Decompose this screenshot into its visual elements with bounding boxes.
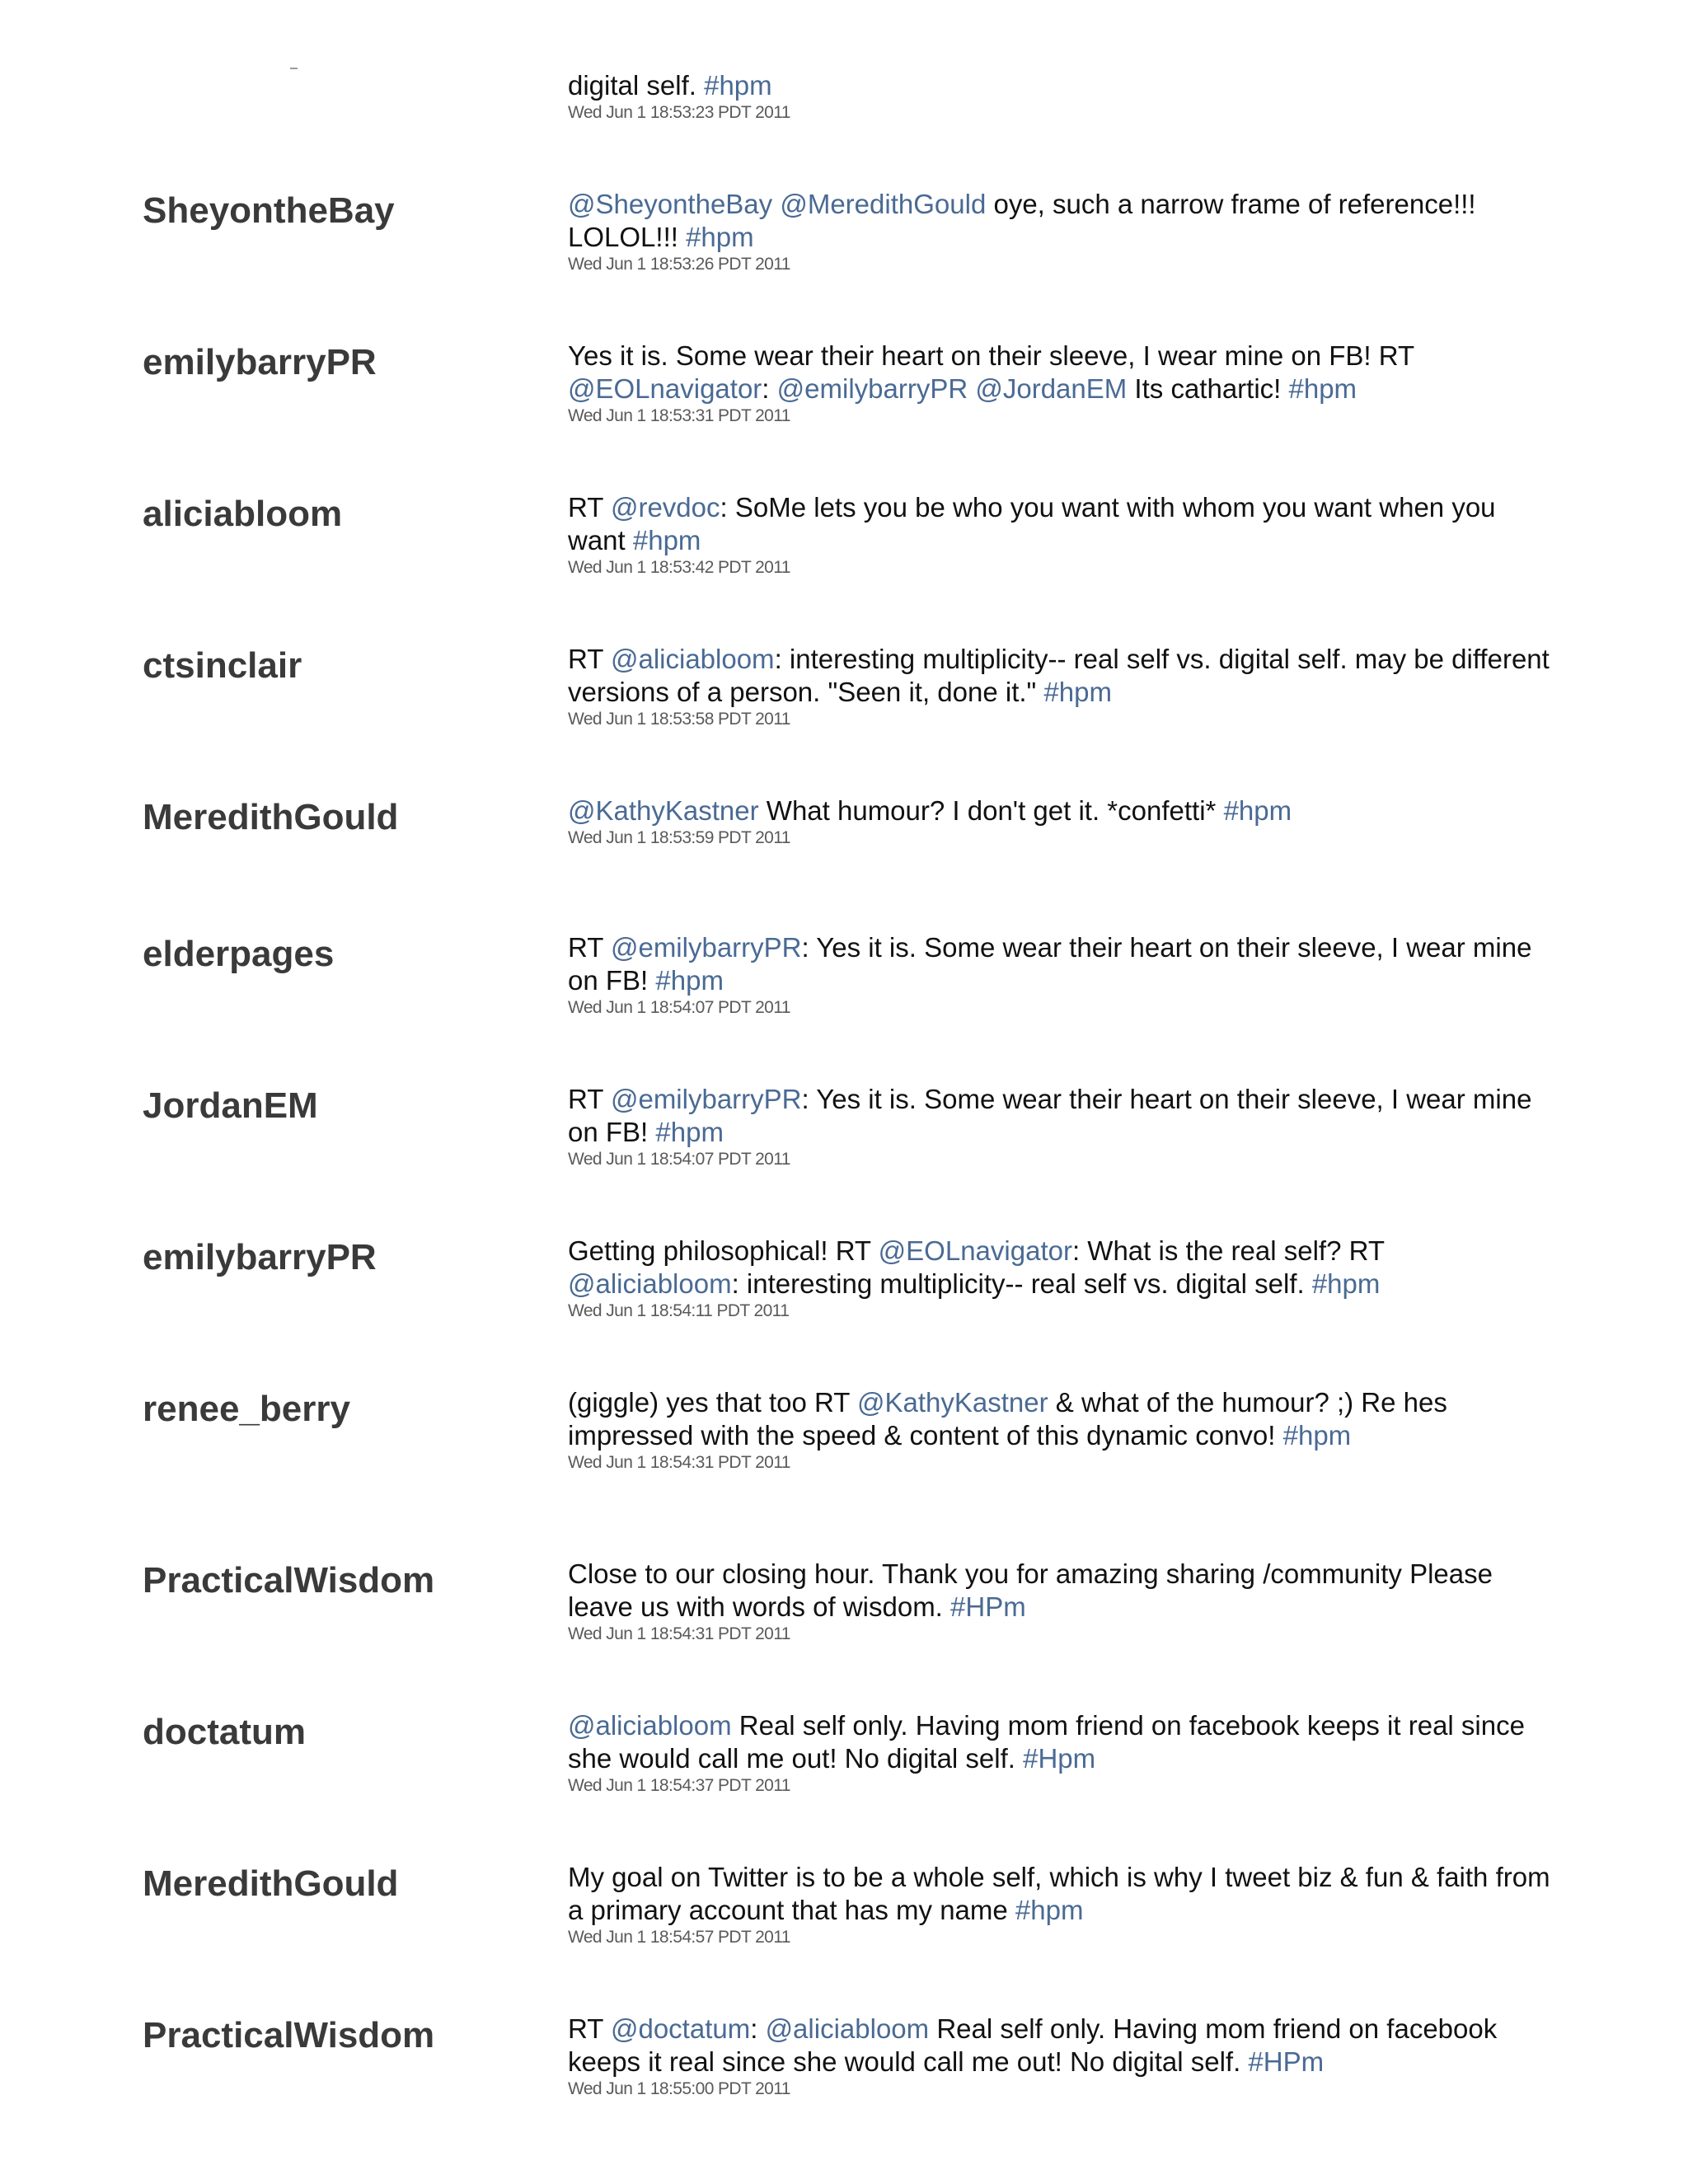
tweet-text-segment: : Yes it is. Some wear their heart on their sleeve, I wear mine on FB! [568,932,1532,996]
tweet-timestamp: Wed Jun 1 18:53:59 PDT 2011 [568,828,790,847]
mention-link[interactable]: @doctatum [610,2013,751,2044]
tweet-text-segment: Close to our closing hour. Thank you for amazing sharing /community Please leave us with words of wisdom. [568,1558,1493,1622]
tweet-body [568,643,1557,730]
tweet-timestamp: Wed Jun 1 18:54:07 PDT 2011 [568,998,790,1017]
tweet-text [568,643,1557,709]
mention-link[interactable]: @KathyKastner [856,1387,1048,1418]
mention-link[interactable]: @emilybarryPR [776,373,968,404]
tweet-text-segment: : SoMe lets you be who you want with whom you want when you want [568,492,1496,555]
tweet-username[interactable]: SheyontheBay [143,190,395,231]
tweet-timestamp: Wed Jun 1 18:55:00 PDT 2011 [568,2079,790,2098]
hashtag-link[interactable]: #hpm [1282,1420,1352,1451]
mention-link[interactable]: @KathyKastner [568,795,759,826]
hashtag-link[interactable]: #HPm [1248,2046,1325,2077]
tweet-text-segment: digital self. [568,70,705,101]
hashtag-link[interactable]: #hpm [1043,677,1112,707]
mention-link[interactable]: @emilybarryPR [610,932,802,963]
mention-link[interactable]: @revdoc [610,492,720,523]
tweet-text-segment: My goal on Twitter is to be a whole self, which is why I tweet biz & fun & faith from a primary account that has my name [568,1862,1550,1925]
tweet-username[interactable]: MeredithGould [143,797,399,837]
tweet-username[interactable]: JordanEM [143,1085,318,1126]
tweet-timestamp: Wed Jun 1 18:54:11 PDT 2011 [568,1301,790,1320]
tweet-username[interactable]: aliciabloom [143,494,343,534]
tweet-text-segment: Its cathartic! [1127,373,1289,404]
tweet-text-segment: RT [568,932,611,963]
tweet-text-segment: Getting philosophical! RT [568,1235,879,1266]
tweet-timestamp: Wed Jun 1 18:53:42 PDT 2011 [568,558,790,577]
tweet-text [568,188,1557,254]
tweet-body [568,340,1557,427]
tweet-text-segment [968,373,975,404]
hashtag-link[interactable]: #hpm [704,70,772,101]
hashtag-link[interactable]: #hpm [686,222,754,252]
hashtag-link[interactable]: #hpm [1223,795,1292,826]
tweet-username[interactable]: PracticalWisdom [143,1560,435,1601]
tweet-text [568,931,1557,997]
tweet-body [568,1558,1557,1645]
tweet-text-segment: : [750,2013,766,2044]
hashtag-link[interactable]: #hpm [1288,373,1357,404]
tweet-body [568,794,1557,849]
tweet-username[interactable]: renee_berry [143,1389,350,1429]
tweet-timestamp: Wed Jun 1 18:53:23 PDT 2011 [568,103,790,122]
mention-link[interactable]: @SheyontheBay [568,189,773,219]
tweet-username[interactable]: MeredithGould [143,1863,399,1904]
mention-link[interactable]: @EOLnavigator [878,1235,1072,1266]
hashtag-link[interactable]: #HPm [950,1591,1026,1622]
hashtag-link[interactable]: #hpm [632,525,701,555]
tweet-text-segment: What humour? I don't get it. *confetti* [758,795,1224,826]
tweet-text [568,1235,1557,1301]
hashtag-link[interactable]: #hpm [1311,1268,1381,1299]
tweet-text-segment: Real self only. Having mom friend on facebook keeps it real since she would call me out! No digital self. [568,2013,1498,2077]
mention-link[interactable]: @aliciabloom [568,1268,732,1299]
tweet-username[interactable]: emilybarryPR [143,1237,377,1277]
tweet-username[interactable]: doctatum [143,1712,306,1752]
tweet-body [568,931,1557,1019]
mention-link[interactable]: @emilybarryPR [610,1084,802,1114]
tweet-text [568,1386,1557,1452]
tweet-text [568,491,1557,557]
tweet-text-segment: : Yes it is. Some wear their heart on their sleeve, I wear mine on FB! [568,1084,1532,1147]
header-mark [290,68,298,69]
tweet-timestamp: Wed Jun 1 18:54:31 PDT 2011 [568,1453,790,1472]
tweet-text-segment: : [762,373,777,404]
tweet-text-segment: : interesting multiplicity-- real self vs. digital self. [731,1268,1312,1299]
tweet-text-segment: Real self only. Having mom friend on facebook keeps it real since she would call me out! No digital self. [568,1710,1525,1774]
tweet-text [568,1083,1557,1149]
tweet-text [568,1558,1557,1624]
tweet-text-segment: : What is the real self? RT [1071,1235,1385,1266]
tweet-timestamp: Wed Jun 1 18:53:31 PDT 2011 [568,406,790,425]
tweet-text-segment: RT [568,644,611,674]
tweet-body [568,69,1557,124]
hashtag-link[interactable]: #Hpm [1023,1743,1096,1774]
tweet-body [568,1709,1557,1797]
tweet-text [568,1709,1557,1775]
tweet-body [568,491,1557,579]
tweet-text-segment: oye, such a narrow frame of reference!!! LOLOL!!! [568,189,1476,252]
hashtag-link[interactable]: #hpm [655,965,724,996]
tweet-text-segment: RT [568,1084,611,1114]
mention-link[interactable]: @aliciabloom [765,2013,930,2044]
tweet-body [568,1083,1557,1170]
tweet-text-segment: RT [568,492,611,523]
tweet-timestamp: Wed Jun 1 18:53:26 PDT 2011 [568,255,790,274]
mention-link[interactable]: @aliciabloom [610,644,775,674]
tweet-text-segment [772,189,780,219]
tweet-timestamp: Wed Jun 1 18:54:37 PDT 2011 [568,1776,790,1795]
tweet-text [568,2013,1557,2079]
mention-link[interactable]: @MeredithGould [780,189,987,219]
tweet-username[interactable]: PracticalWisdom [143,2015,435,2055]
tweet-timestamp: Wed Jun 1 18:54:31 PDT 2011 [568,1624,790,1643]
tweet-body [568,1861,1557,1948]
tweet-username[interactable]: ctsinclair [143,645,302,686]
tweet-timestamp: Wed Jun 1 18:54:07 PDT 2011 [568,1150,790,1169]
tweet-text [568,794,1557,827]
tweet-text-segment: RT [568,2013,611,2044]
hashtag-link[interactable]: #hpm [1015,1895,1084,1925]
tweet-timestamp: Wed Jun 1 18:53:58 PDT 2011 [568,710,790,729]
tweet-body [568,1386,1557,1474]
tweet-username[interactable]: emilybarryPR [143,342,377,382]
tweet-body [568,2013,1557,2100]
tweet-timestamp: Wed Jun 1 18:54:57 PDT 2011 [568,1928,790,1947]
tweet-text [568,69,1557,102]
tweet-text [568,1861,1557,1927]
mention-link[interactable]: @EOLnavigator [568,373,762,404]
hashtag-link[interactable]: #hpm [655,1117,724,1147]
tweet-text-segment: & what of the humour? ;) Re hes impressed with the speed & content of this dynamic convo! [568,1387,1447,1451]
tweet-text-segment: Yes it is. Some wear their heart on their sleeve, I wear mine on FB! RT [568,340,1414,371]
mention-link[interactable]: @JordanEM [975,373,1128,404]
tweet-text-segment: : interesting multiplicity-- real self vs. digital self. may be different versions of a person. "Seen it, done it." [568,644,1550,707]
mention-link[interactable]: @aliciabloom [568,1710,732,1741]
tweet-text-segment: (giggle) yes that too RT [568,1387,857,1418]
tweet-body [568,188,1557,275]
tweet-text [568,340,1557,405]
tweet-username[interactable]: elderpages [143,934,335,974]
tweet-body [568,1235,1557,1322]
